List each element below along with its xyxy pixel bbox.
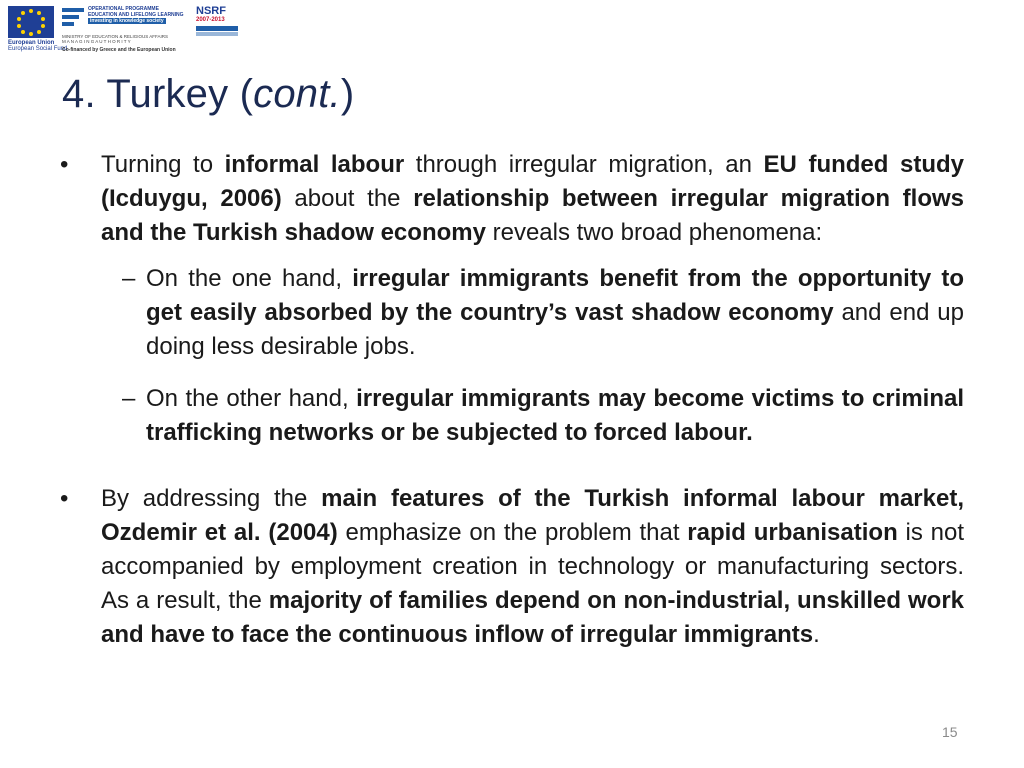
sub-bullet-victims: – On the other hand, irregular immigrants may become victims to criminal trafficking networks or be subjected to forced labour. xyxy=(146,382,964,450)
bullet-marker: • xyxy=(60,151,69,178)
bullet-urbanisation: • By addressing the main features of the Turkish informal labour market, Ozdemir et al. (2004) emphasize on the problem that rapid urbanisation is not accompanied by employment creation in technology or manufacturing sectors. As a result, the majority of families depend on non-industrial, unskilled work and have to face the continuous inflow of irregular immigrants. xyxy=(60,482,964,652)
slide-title: 4. Turkey (cont.) xyxy=(62,72,355,116)
eu-caption: European Union European Social Fund xyxy=(8,40,68,52)
ministry-text: MINISTRY OF EDUCATION & RELIGIOUS AFFAIRS M A N A G I N G A U T H O R I T Y xyxy=(62,34,169,44)
nsrf-logo: NSRF 2007-2013 xyxy=(196,6,238,40)
eu-flag-logo xyxy=(8,6,54,38)
header-logos xyxy=(8,4,233,52)
bullet-marker: • xyxy=(60,485,69,512)
bullet-informal-labour: • Turning to informal labour through irregular migration, an EU funded study (Icduygu, 2006) about the relationship between irregular migration flows and the Turkish shadow economy reveals two broad phenomena: xyxy=(60,148,964,250)
sub-bullet-absorbed: – On the one hand, irregular immigrants benefit from the opportunity to get easily absorbed by the country’s vast shadow economy and end up doing less desirable jobs. xyxy=(146,262,964,364)
dash-marker: – xyxy=(122,265,136,292)
page-number: 15 xyxy=(942,724,958,740)
op-education-logo xyxy=(62,6,84,28)
slide-body xyxy=(60,148,964,652)
cofinanced-text: Co-financed by Greece and the European Union xyxy=(62,47,176,53)
dash-marker: – xyxy=(122,385,136,412)
op-text: OPERATIONAL PROGRAMME EDUCATION AND LIFELONG LEARNING investing in knowledge society xyxy=(88,6,184,24)
